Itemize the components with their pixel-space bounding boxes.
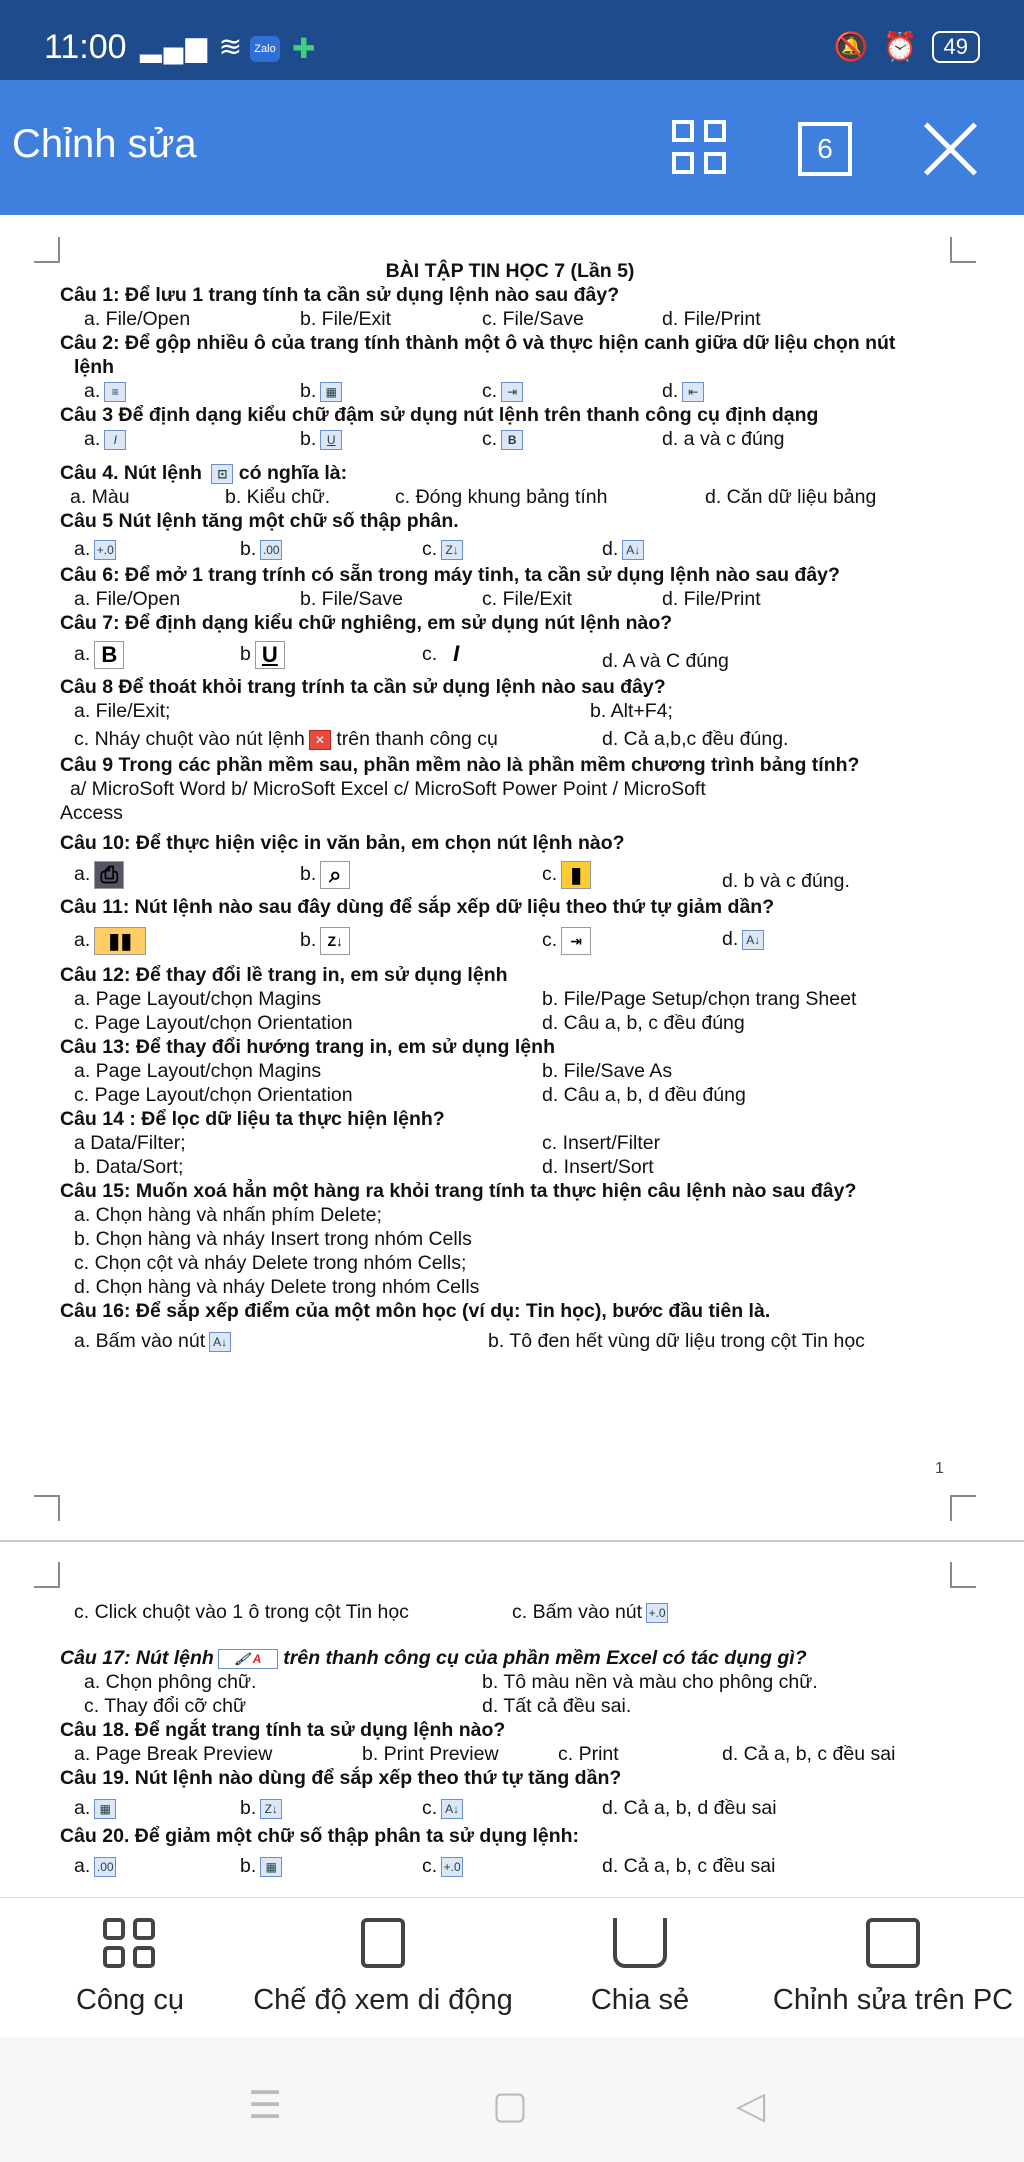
option-a: a. File/Open — [74, 588, 181, 610]
option-c: c. Click chuột vào 1 ô trong cột Tin học — [74, 1601, 409, 1623]
option-c: c. Page Layout/chọn Orientation — [74, 1012, 353, 1034]
page-corner-mark — [34, 1495, 60, 1521]
decrease-decimal-icon: .00 — [94, 1857, 116, 1877]
option-c: c. File/Save — [482, 308, 584, 330]
question-9: Câu 9 Trong các phần mềm sau, phần mềm nào là phần mềm chương trình bảng tính? — [60, 754, 860, 776]
options-19 — [60, 1790, 960, 1824]
document-page-2 — [0, 1542, 1024, 1895]
decrease-decimal-icon: .00 — [260, 540, 282, 560]
option-a: a. Chọn hàng và nhấn phím Delete; — [74, 1204, 382, 1226]
sort-descending-icon: Z↓ — [260, 1799, 282, 1819]
sort-descending-icon: Z↓ — [441, 540, 463, 560]
italic-icon: I — [104, 430, 126, 450]
options-7 — [60, 635, 960, 675]
option-b: b — [240, 643, 251, 666]
mobile-view-button[interactable] — [248, 1898, 518, 2038]
option-d: d. Câu a, b, d đều đúng — [542, 1084, 746, 1106]
options-6 — [60, 587, 960, 611]
options-14b — [60, 1155, 960, 1179]
status-right — [834, 30, 980, 63]
option-b: b. — [240, 538, 257, 560]
page-corner-mark — [34, 1562, 60, 1588]
merge-cells-icon: ▦ — [320, 382, 342, 402]
option-d: d. — [662, 380, 679, 402]
fill-font-color-icon: 🖌 A — [218, 1649, 278, 1669]
options-16 — [60, 1323, 960, 1357]
option-b: b. Tô đen hết vùng dữ liệu trong cột Tin học — [488, 1330, 865, 1352]
question-7: Câu 7: Để định dạng kiểu chữ nghiêng, em sử dụng nút lệnh nào? — [60, 612, 673, 634]
page-title: Chỉnh sửa — [12, 122, 197, 166]
question-20: Câu 20. Để giảm một chữ số thập phân ta sử dụng lệnh: — [60, 1825, 580, 1847]
option-d: d. b và c đúng. — [722, 870, 850, 892]
underline-icon: U — [255, 641, 285, 669]
option-c: c. — [422, 643, 438, 666]
zalo-icon: Zalo — [250, 36, 280, 62]
option-b: b. — [300, 380, 317, 402]
options-14a — [60, 1131, 960, 1155]
monitor-icon — [866, 1918, 920, 1968]
page-corner-mark — [950, 1562, 976, 1588]
option-a: a Data/Filter; — [74, 1132, 186, 1154]
options-13a — [60, 1059, 960, 1083]
share-icon — [613, 1918, 667, 1968]
battery-icon: 49 — [932, 31, 980, 63]
option-c: c. Chọn cột và nháy Delete trong nhóm Cells; — [74, 1252, 467, 1274]
question-6: Câu 6: Để mở 1 trang trính có sẵn trong máy tinh, ta cần sử dụng lệnh nào sau đây? — [60, 564, 840, 586]
sort-descending-icon: Z↓ — [320, 927, 350, 955]
option-c: c. — [542, 863, 558, 886]
question-17: Câu 17: Nút lệnh 🖌 A trên thanh công cụ của phần mềm Excel có tác dụng gì? — [60, 1647, 807, 1669]
signal-icon: ▂▄▆ ≋ — [140, 31, 245, 62]
question-16: Câu 16: Để sắp xếp điểm của một môn học (ví dụ: Tin học), bước đầu tiên là. — [60, 1300, 771, 1322]
option-c: c. Đóng khung bảng tính — [395, 486, 608, 508]
option-c: c. Page Layout/chọn Orientation — [74, 1084, 353, 1106]
option-b: b. Data/Sort; — [74, 1156, 184, 1178]
system-nav-bar — [0, 2037, 1024, 2162]
option-a: a. — [74, 643, 91, 666]
question-11: Câu 11: Nút lệnh nào sau đây dùng để sắp xếp dữ liệu theo thứ tự giảm dần? — [60, 896, 775, 918]
option-b: b. — [300, 428, 317, 450]
chart-icon: ▮▮ — [94, 927, 146, 955]
sort-ascending-icon: A↓ — [622, 540, 644, 560]
option-b: b. Tô màu nền và màu cho phông chữ. — [482, 1671, 818, 1693]
question-13: Câu 13: Để thay đổi hướng trang in, em sử dụng lệnh — [60, 1036, 555, 1058]
tools-button[interactable] — [50, 1898, 210, 2038]
option-a: a. Chọn phông chữ. — [84, 1671, 257, 1693]
option-a: a. — [84, 428, 101, 450]
indent-icon: ⇥ — [501, 382, 523, 402]
question-10: Câu 10: Để thực hiện việc in văn bản, em chọn nút lệnh nào? — [60, 832, 625, 854]
option-b: b. Alt+F4; — [590, 700, 673, 722]
option-a: a. Bấm vào nút — [74, 1330, 206, 1352]
close-icon[interactable] — [922, 120, 978, 176]
option-a: a. Page Break Preview — [74, 1743, 273, 1765]
option-a: a. Page Layout/chọn Magins — [74, 1060, 322, 1082]
page-corner-mark — [34, 237, 60, 263]
question-2: Câu 2: Để gộp nhiều ô của trang tính thành một ô và thực hiện canh giữa dữ liệu chọn nút — [60, 332, 896, 354]
options-9-cont: Access — [60, 802, 123, 824]
outdent-icon: ⇤ — [682, 382, 704, 402]
options-17a — [60, 1670, 960, 1694]
status-bar — [0, 0, 1024, 80]
edit-on-pc-button[interactable] — [762, 1898, 1024, 2038]
mobile-view-icon — [361, 1918, 405, 1968]
merge-cells-icon: ▦ — [94, 1799, 116, 1819]
option-a: a. — [74, 1855, 91, 1877]
option-b: b. File/Save As — [542, 1060, 673, 1082]
tab-count-button[interactable]: 6 — [798, 122, 852, 176]
option-a: a. — [74, 863, 91, 886]
option-c: c. — [542, 929, 558, 952]
option-d: d. Cả a,b,c đều đúng. — [602, 728, 789, 750]
tools-icon — [103, 1918, 157, 1968]
option-b: b. Print Preview — [362, 1743, 499, 1765]
options-2 — [60, 379, 960, 403]
increase-decimal-icon: +.0 — [441, 1857, 463, 1877]
options-8b: c. Nháy chuột vào nút lệnh ✕ trên thanh công cụ d. Cả a,b,c đều đúng. — [74, 728, 789, 750]
option-a: a. — [74, 1797, 91, 1819]
page-number: 1 — [935, 1460, 944, 1477]
option-c: c. — [422, 1855, 438, 1877]
options-17b — [60, 1694, 960, 1718]
options-5 — [60, 533, 960, 563]
option-c: c. File/Exit — [482, 588, 572, 610]
option-d: d. File/Print — [662, 308, 761, 330]
merge-cells-icon: ▦ — [260, 1857, 282, 1877]
option-a: a. — [74, 538, 91, 560]
question-3: Câu 3 Để định dạng kiểu chữ đậm sử dụng nút lệnh trên thanh công cụ định dạng — [60, 404, 819, 426]
document-content — [60, 259, 960, 1357]
document-view[interactable] — [0, 215, 1024, 1895]
options-1 — [60, 307, 960, 331]
print-preview-icon: ⌕ — [320, 861, 350, 889]
question-5: Câu 5 Nút lệnh tăng một chữ số thập phân. — [60, 510, 459, 532]
menu-nav-icon[interactable]: ☰ — [248, 2085, 283, 2127]
option-a: a. — [84, 380, 101, 402]
sort-ascending-icon: A↓ — [441, 1799, 463, 1819]
question-2-cont: lệnh — [74, 356, 115, 378]
indent-icon: ⇥ — [561, 927, 591, 955]
options-12b — [60, 1011, 960, 1035]
option-d: d. Tất cả đều sai. — [482, 1695, 632, 1717]
document-page-1 — [0, 215, 1024, 1540]
option-a: a. File/Exit; — [74, 700, 171, 722]
tools-label: Công cụ — [75, 1984, 184, 2016]
option-b: b. — [300, 929, 317, 952]
share-button[interactable] — [570, 1898, 710, 2038]
align-left-icon: ≡ — [104, 382, 126, 402]
bold-icon: B — [501, 430, 523, 450]
option-a: a. — [74, 929, 91, 952]
printer-icon: ⎙ — [94, 861, 124, 889]
borders-icon: ⊡ — [211, 464, 233, 484]
options-13b — [60, 1083, 960, 1107]
alarm-icon: ⏰ — [882, 31, 918, 62]
question-15: Câu 15: Muốn xoá hẳn một hàng ra khỏi trang tính ta thực hiện câu lệnh nào sau đây? — [60, 1180, 857, 1202]
share-label: Chia sẻ — [590, 1984, 690, 2016]
options-4 — [60, 485, 960, 509]
chart-wizard-icon: ▮ — [561, 861, 591, 889]
options-9: a/ MicroSoft Word b/ MicroSoft Excel c/ MicroSoft Power Point / MicroSoft — [70, 778, 706, 800]
option-c: c. — [422, 1797, 438, 1819]
option-c: c. — [482, 380, 498, 402]
option-b: b. File/Save — [300, 588, 403, 610]
option-a: a. Page Layout/chọn Magins — [74, 988, 322, 1010]
option-b: b. — [240, 1797, 257, 1819]
option-c: c. Insert/Filter — [542, 1132, 661, 1154]
document-title: BÀI TẬP TIN HỌC 7 (Lần 5) — [385, 260, 635, 282]
option-d: d. Câu a, b, c đều đúng — [542, 1012, 745, 1034]
option-d: d. File/Print — [662, 588, 761, 610]
option-c: c. — [482, 428, 498, 450]
options-8a — [60, 699, 960, 723]
option-c: c. — [422, 538, 438, 560]
grid-icon[interactable] — [672, 120, 728, 176]
page-corner-mark — [950, 1495, 976, 1521]
option-b: b. — [300, 863, 317, 886]
option-d: c. Bấm vào nút — [512, 1601, 643, 1623]
option-d: d. Căn dữ liệu bảng — [705, 486, 877, 508]
bottom-toolbar — [0, 1897, 1024, 2037]
mobile-view-label: Chế độ xem di động — [253, 1984, 513, 2016]
app-notification-icon: ✚ — [292, 33, 316, 64]
increase-decimal-icon: +.0 — [94, 540, 116, 560]
underline-icon: U — [320, 430, 342, 450]
options-20 — [60, 1848, 960, 1882]
option-c: c. Thay đổi cỡ chữ — [84, 1695, 247, 1717]
option-b: b. File/Page Setup/chọn trang Sheet — [542, 988, 857, 1010]
options-12a — [60, 987, 960, 1011]
options-10 — [60, 855, 960, 895]
home-nav-icon[interactable]: ▢ — [492, 2085, 528, 2127]
increase-decimal-icon: +.0 — [646, 1603, 668, 1623]
option-d: d. a và c đúng — [662, 428, 785, 450]
question-8: Câu 8 Để thoát khỏi trang trính ta cần sử dụng lệnh nào sau đây? — [60, 676, 666, 698]
sort-ascending-icon: A↓ — [209, 1332, 231, 1352]
option-d: d. Cả a, b, c đều sai — [722, 1743, 896, 1765]
option-b: b. File/Exit — [300, 308, 392, 330]
question-4: Câu 4. Nút lệnh ⊡ có nghĩa là: — [60, 462, 348, 484]
app-bar — [0, 80, 1024, 215]
option-a: a. Màu — [70, 486, 130, 508]
options-16-cont — [60, 1596, 960, 1632]
option-d: d. Chọn hàng và nháy Delete trong nhóm Cells — [74, 1276, 480, 1298]
status-time: 11:00 — [44, 28, 127, 66]
option-d: d. Cả a, b, c đều sai — [602, 1855, 776, 1877]
options-11 — [60, 919, 960, 963]
options-18 — [60, 1742, 960, 1766]
option-b: b. Chọn hàng và nháy Insert trong nhóm Cells — [74, 1228, 472, 1250]
question-19: Câu 19. Nút lệnh nào dùng để sắp xếp theo thứ tự tăng dần? — [60, 1767, 622, 1789]
option-d: d. Cả a, b, d đều sai — [602, 1797, 777, 1819]
option-d: d. — [602, 538, 619, 560]
options-3 — [60, 427, 960, 451]
option-a: a. File/Open — [84, 308, 191, 330]
question-14: Câu 14 : Để lọc dữ liệu ta thực hiện lệnh? — [60, 1108, 445, 1130]
sort-ascending-icon: A↓ — [742, 930, 764, 950]
option-c: c. Print — [558, 1743, 619, 1765]
close-window-icon: ✕ — [309, 730, 331, 750]
option-c: c. Nháy chuột vào nút lệnh — [74, 728, 305, 750]
question-1: Câu 1: Để lưu 1 trang tính ta cần sử dụng lệnh nào sau đây? — [60, 284, 620, 306]
mute-icon: 🔕 — [833, 31, 869, 62]
italic-icon: I — [441, 641, 471, 669]
edit-on-pc-label: Chỉnh sửa trên PC — [772, 1984, 1014, 2016]
option-b: b. Kiểu chữ. — [225, 486, 331, 508]
back-nav-icon[interactable]: ◁ — [736, 2085, 766, 2127]
question-12: Câu 12: Để thay đổi lề trang in, em sử dụng lệnh — [60, 964, 508, 986]
option-d: d. Insert/Sort — [542, 1156, 654, 1178]
option-d: d. — [722, 928, 739, 950]
question-18: Câu 18. Để ngắt trang tính ta sử dụng lệnh nào? — [60, 1719, 506, 1741]
bold-icon: B — [94, 641, 124, 669]
option-b: b. — [240, 1855, 257, 1877]
option-d: d. A và C đúng — [602, 650, 729, 672]
document-content-2 — [60, 1596, 960, 1882]
